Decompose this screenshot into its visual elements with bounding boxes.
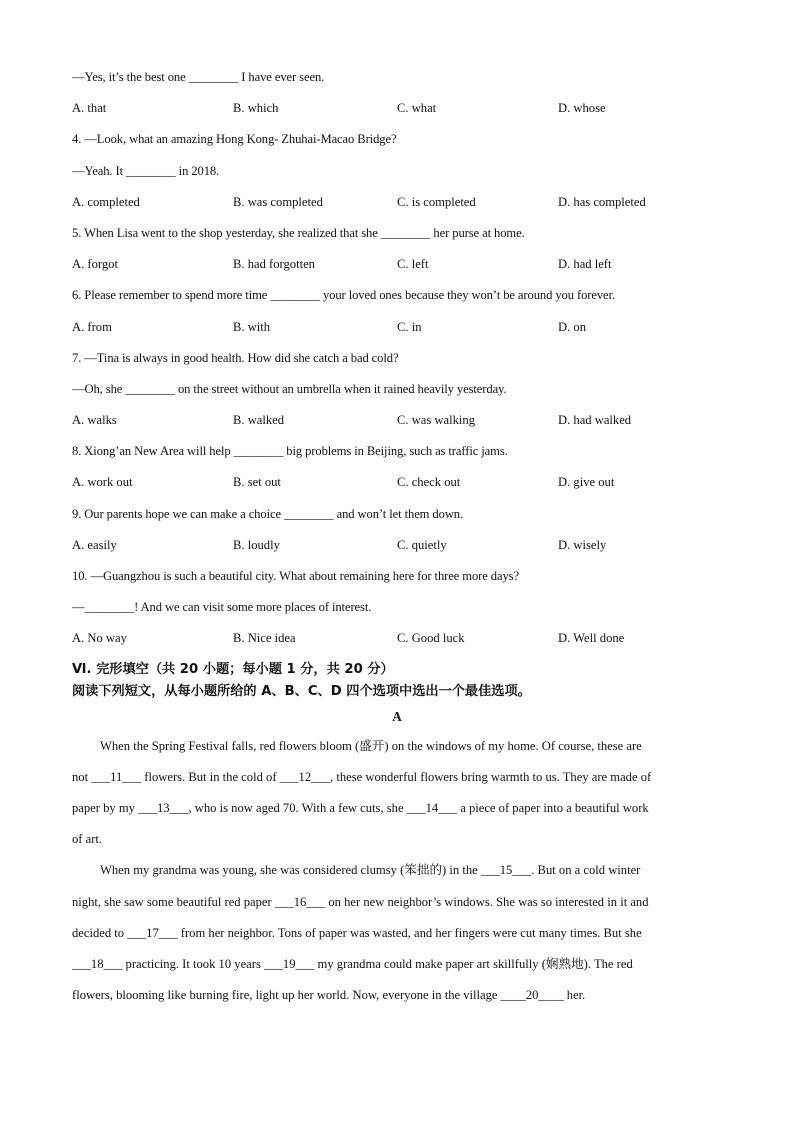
passage-p2-line-5: flowers, blooming like burning fire, light up her world. Now, everyone in the village ____20____ her. (72, 988, 586, 1003)
q9-option-d[interactable]: D. wisely (558, 537, 607, 552)
q7-stem-2: —Oh, she ________ on the street without an umbrella when it rained heavily yesterday. (72, 381, 507, 396)
passage-p1-line-3: paper by my ___13___, who is now aged 70. With a few cuts, she ___14___ a piece of paper into a beautiful work (72, 800, 649, 815)
q6-options (72, 312, 722, 343)
q8-option-d[interactable]: D. give out (558, 475, 615, 490)
q10-option-a[interactable]: A. No way (72, 631, 127, 646)
q10-options (72, 623, 722, 654)
q4-option-b[interactable]: B. was completed (233, 194, 323, 209)
q10-option-c[interactable]: C. Good luck (397, 631, 465, 646)
q6-option-c[interactable]: C. in (397, 319, 422, 334)
q7-option-d[interactable]: D. had walked (558, 413, 632, 428)
q10-stem-1: 10. —Guangzhou is such a beautiful city. What about remaining here for three more days? (72, 569, 519, 583)
q5-options (72, 249, 722, 280)
passage-p2-line-1: When my grandma was young, she was considered clumsy (笨拙的) in the ___15___. But on a cold winter (100, 863, 641, 878)
q6-stem: 6. Please remember to spend more time ________ your loved ones because they won’t be around you forever. (72, 288, 615, 303)
passage-p2-line-2: night, she saw some beautiful red paper ___16___ on her new neighbor’s windows. She was so interested in it and (72, 894, 649, 909)
q8-option-b[interactable]: B. set out (233, 475, 281, 490)
q6-option-d[interactable]: D. on (558, 319, 586, 334)
q7-stem-1: 7. —Tina is always in good health. How did she catch a bad cold? (72, 350, 399, 365)
q9-option-b[interactable]: B. loudly (233, 537, 280, 552)
q8-option-a[interactable]: A. work out (72, 475, 133, 490)
q7-options (72, 405, 722, 436)
q9-stem: 9. Our parents hope we can make a choice ________ and won’t let them down. (72, 506, 464, 521)
q8-options (72, 467, 722, 498)
q3-stem: —Yes, it’s the best one ________ I have ever seen. (72, 70, 325, 84)
q5-option-a[interactable]: A. forgot (72, 257, 118, 272)
q7-option-a[interactable]: A. walks (72, 413, 117, 428)
section-title: Ⅵ. 完形填空（共 20 小题；每小题 1 分，共 20 分） (72, 661, 394, 677)
q6-option-a[interactable]: A. from (72, 319, 112, 334)
q10-stem-2: —________! And we can visit some more places of interest. (72, 600, 372, 615)
q3-option-d[interactable]: D. whose (558, 101, 606, 116)
q4-stem-1: 4. —Look, what an amazing Hong Kong- Zhuhai-Macao Bridge? (72, 132, 397, 147)
q5-option-c[interactable]: C. left (397, 257, 429, 272)
q5-option-b[interactable]: B. had forgotten (233, 257, 315, 272)
q4-option-d[interactable]: D. has completed (558, 194, 646, 209)
passage-p2-line-4: ___18___ practicing. It took 10 years ___19___ my grandma could make paper art skillfully (娴熟地). The red (72, 956, 633, 971)
q5-option-d[interactable]: D. had left (558, 257, 612, 272)
q8-stem: 8. Xiong’an New Area will help ________ big problems in Beijing, such as traffic jams. (72, 444, 508, 459)
passage-p1-line-1: When the Spring Festival falls, red flowers bloom (盛开) on the windows of my home. Of course, these are (100, 738, 642, 753)
section-instruction: 阅读下列短文，从每小题所给的 A、B、C、D 四个选项中选出一个最佳选项。 (72, 683, 531, 699)
q10-option-d[interactable]: D. Well done (558, 631, 625, 646)
q9-option-c[interactable]: C. quietly (397, 537, 447, 552)
q5-stem: 5. When Lisa went to the shop yesterday, she realized that she ________ her purse at home. (72, 225, 525, 240)
q4-option-c[interactable]: C. is completed (397, 194, 476, 209)
exam-page (72, 62, 722, 1011)
q3-options (72, 93, 722, 124)
q8-option-c[interactable]: C. check out (397, 475, 461, 490)
q10-option-b[interactable]: B. Nice idea (233, 631, 296, 646)
q7-option-b[interactable]: B. walked (233, 413, 285, 428)
q3-option-a[interactable]: A. that (72, 101, 107, 116)
q6-option-b[interactable]: B. with (233, 319, 271, 334)
q4-options (72, 187, 722, 218)
q4-stem-2: —Yeah. It ________ in 2018. (72, 163, 220, 178)
q3-option-b[interactable]: B. which (233, 101, 279, 116)
q3-option-c[interactable]: C. what (397, 101, 437, 116)
q9-options (72, 530, 722, 561)
q7-option-c[interactable]: C. was walking (397, 413, 476, 428)
passage-p1-line-2: not ___11___ flowers. But in the cold of ___12___, these wonderful flowers bring warmth to us. They are made of (72, 769, 652, 784)
q9-option-a[interactable]: A. easily (72, 537, 117, 552)
passage-p1-line-4: of art. (72, 832, 103, 847)
passage-p2-line-3: decided to ___17___ from her neighbor. Tons of paper was wasted, and her fingers were cut many times. But she (72, 925, 642, 940)
passage-label: A (392, 708, 402, 724)
q4-option-a[interactable]: A. completed (72, 194, 140, 209)
